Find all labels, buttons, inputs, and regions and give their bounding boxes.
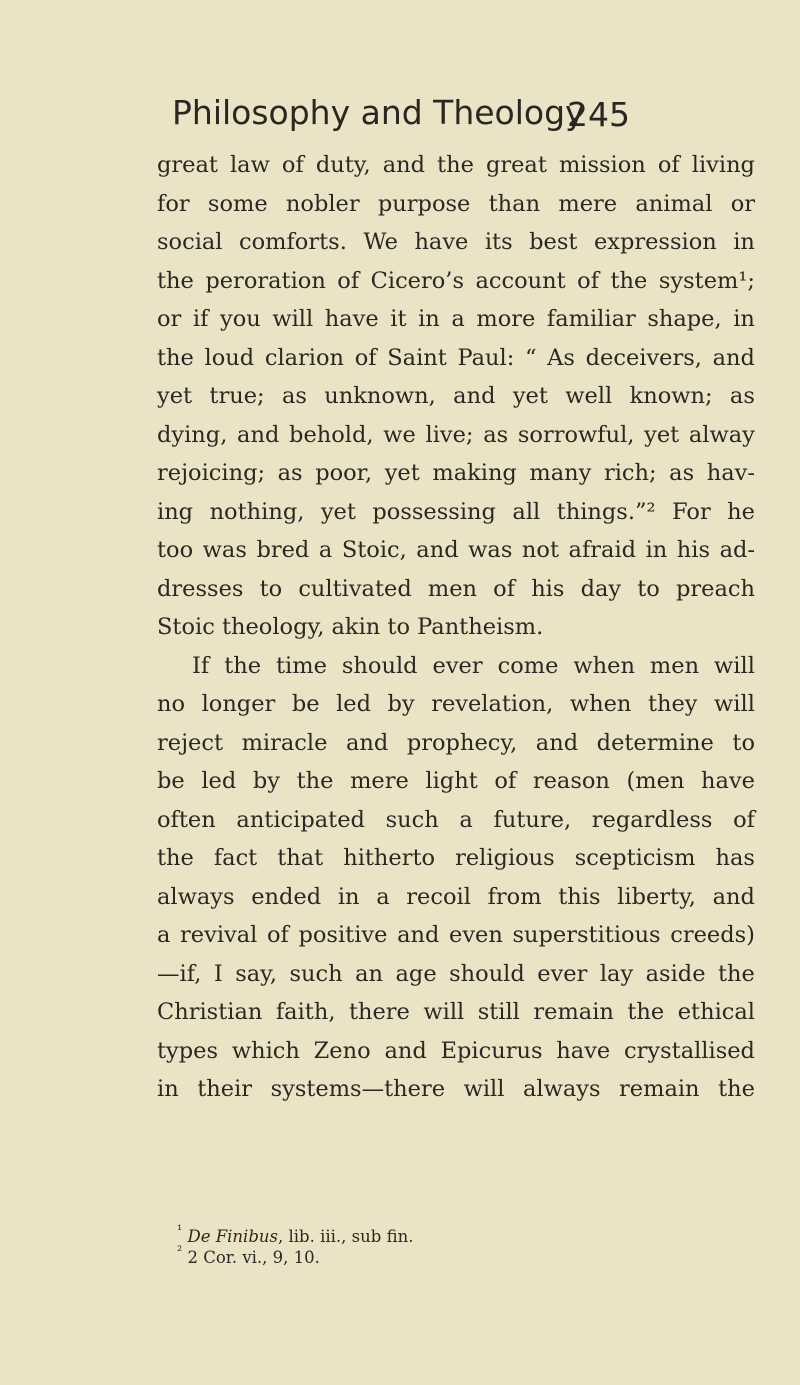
- text-line: the fact that hitherto religious scepticism has: [157, 845, 755, 871]
- text-line: ing nothing, yet possessing all things.”² For he: [157, 498, 755, 525]
- text-line: social comforts. We have its best expression in: [157, 229, 755, 255]
- page-number: 245: [567, 95, 630, 134]
- text-line: for some nobler purpose than mere animal or: [157, 190, 755, 217]
- text-line: Stoic theology, akin to Pantheism.: [157, 614, 544, 640]
- footnote-1: [177, 1223, 414, 1247]
- text-line: often anticipated such a future, regardless of: [157, 806, 755, 833]
- footnote-2: [177, 1244, 413, 1268]
- text-line: always ended in a recoil from this liberty, and: [157, 883, 755, 910]
- text-line: a revival of positive and even superstitious creeds): [157, 922, 755, 948]
- footnote-marker: ²: [177, 1244, 183, 1259]
- text-line: —if, I say, such an age should ever lay aside the: [157, 960, 755, 987]
- text-line: be led by the mere light of reason (men have: [157, 768, 755, 794]
- text-line: great law of duty, and the great mission of living: [157, 152, 755, 178]
- text-line: dresses to cultivated men of his day to preach: [157, 575, 755, 602]
- text-line: dying, and behold, we live; as sorrowful, yet alway: [157, 421, 755, 448]
- footnote-marker: ¹: [177, 1223, 183, 1238]
- text-line: no longer be led by revelation, when they will: [157, 691, 755, 717]
- text-line: or if you will have it in a more familiar shape, in: [157, 306, 755, 332]
- text-line: in their systems—there will always remain the: [157, 1076, 755, 1102]
- text-line: Christian faith, there will still remain the ethical: [157, 999, 755, 1025]
- text-line: the loud clarion of Saint Paul: “ As deceivers, and: [157, 344, 755, 371]
- text-line: reject miracle and prophecy, and determine to: [157, 729, 755, 756]
- footnote-text: , lib. iii., sub fin.: [278, 1227, 414, 1246]
- text-line: the peroration of Cicero’s account of the system¹;: [157, 267, 755, 294]
- footnote-text: 2 Cor. vi., 9, 10.: [187, 1248, 320, 1267]
- running-head: [172, 93, 630, 143]
- body-text: [157, 146, 755, 1109]
- text-line: If the time should ever come when men will: [192, 652, 755, 679]
- running-head-title: Philosophy and Theology: [172, 93, 585, 132]
- text-line: rejoicing; as poor, yet making many rich; as hav-: [157, 460, 755, 486]
- footnotes: [177, 1223, 414, 1268]
- text-line: yet true; as unknown, and yet well known; as: [157, 383, 755, 409]
- footnote-source-title: De Finibus: [187, 1227, 278, 1246]
- text-line: types which Zeno and Epicurus have crystallised: [157, 1037, 755, 1064]
- text-line: too was bred a Stoic, and was not afraid in his ad-: [157, 537, 755, 563]
